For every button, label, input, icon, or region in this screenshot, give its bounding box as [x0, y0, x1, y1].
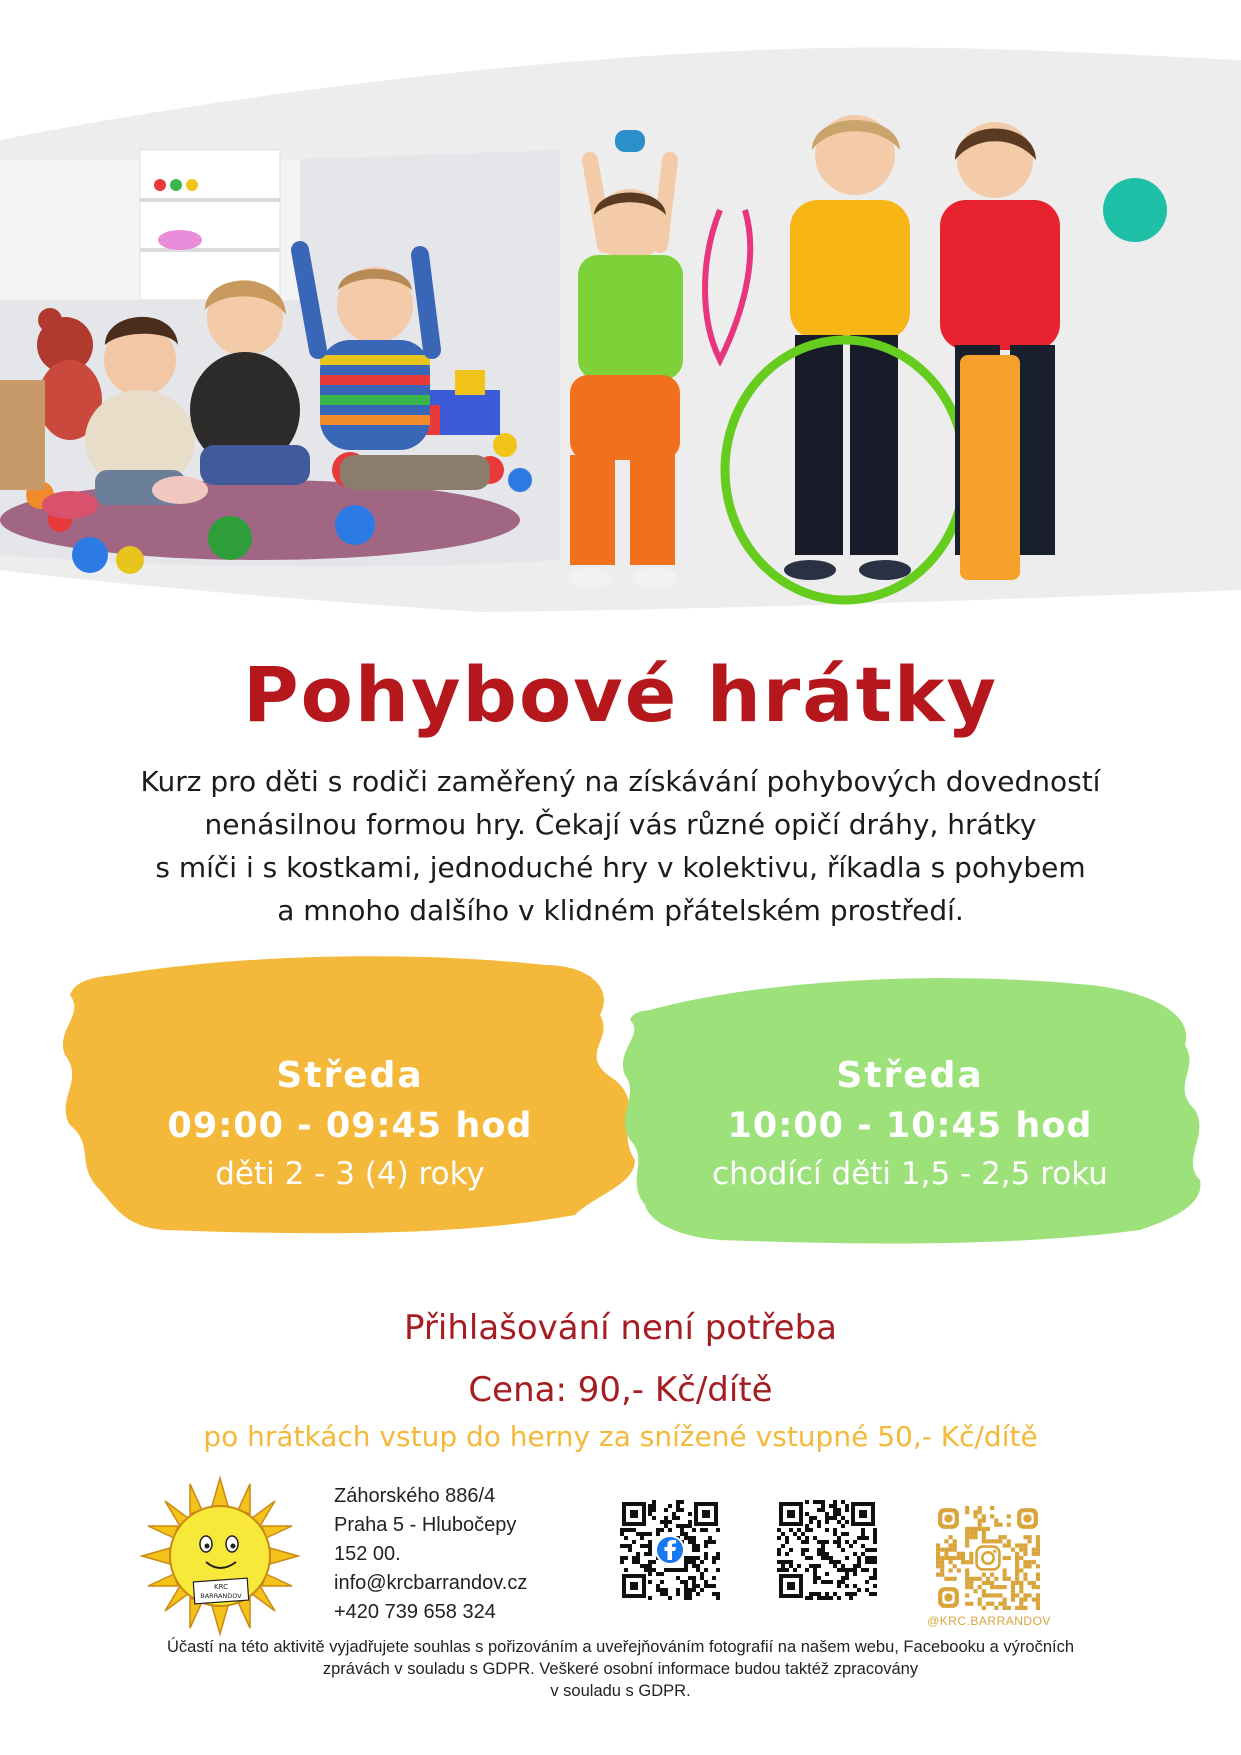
instagram-qr-code[interactable]: [936, 1506, 1040, 1610]
session-age: chodící děti 1,5 - 2,5 roku: [712, 1156, 1108, 1192]
description-line: s míči i s kostkami, jednoduché hry v kolektivu, říkadla s pohybem: [155, 851, 1086, 884]
gdpr-line: v souladu s GDPR.: [550, 1682, 691, 1700]
registration-note: Přihlašování není potřeba: [404, 1308, 837, 1348]
session-day: Středa: [276, 1055, 424, 1096]
gdpr-line: Účastí na této aktivitě vyjadřujete souhlas s pořizováním a uveřejňováním fotografií na našem webu, Facebooku a výročních: [166, 1638, 1075, 1656]
facebook-qr-code[interactable]: [620, 1500, 720, 1600]
course-description: [40, 760, 1201, 932]
address-zip: 152 00.: [334, 1543, 401, 1565]
contact-block: [334, 1482, 527, 1627]
gdpr-notice: [60, 1636, 1181, 1702]
session-day: Středa: [836, 1055, 984, 1096]
hero-photo: [0, 0, 1241, 620]
description-line: nenásilnou formou hry. Čekají vás různé opičí dráhy, hrátky: [204, 808, 1037, 841]
facebook-icon: [656, 1536, 684, 1564]
contact-email[interactable]: info@krcbarrandov.cz: [334, 1572, 528, 1594]
address-street: Záhorského 886/4: [334, 1485, 496, 1507]
gdpr-line: zprávách v souladu s GDPR. Veškeré osobní informace budou taktéž zpracovány: [322, 1660, 919, 1678]
logo-line-2: BARRANDOV: [200, 1592, 242, 1600]
website-qr-code[interactable]: [777, 1500, 877, 1600]
session-morning-late: [630, 1052, 1190, 1196]
session-time: 09:00 - 09:45 hod: [167, 1106, 533, 1146]
price-label: Cena: 90,- Kč/dítě: [468, 1370, 773, 1410]
page-title: Pohybové hrátky: [242, 650, 998, 739]
session-time: 10:00 - 10:45 hod: [727, 1106, 1093, 1146]
address-city: Praha 5 - Hlubočepy: [334, 1514, 517, 1536]
session-age: děti 2 - 3 (4) roky: [215, 1156, 485, 1192]
description-line: Kurz pro děti s rodiči zaměřený na získávání pohybových dovedností: [140, 765, 1101, 798]
instagram-handle[interactable]: @KRC.BARRANDOV: [927, 1614, 1051, 1628]
description-line: a mnoho dalšího v klidném přátelském prostředí.: [277, 894, 964, 927]
contact-phone[interactable]: +420 739 658 324: [334, 1601, 496, 1623]
krc-barrandov-logo: [140, 1476, 300, 1636]
playroom-entry-note: po hrátkách vstup do herny za snížené vstupné 50,- Kč/dítě: [203, 1420, 1038, 1453]
session-morning-early: [70, 1052, 630, 1196]
instagram-icon: [973, 1543, 1002, 1572]
logo-line-1: KRC: [214, 1583, 228, 1591]
